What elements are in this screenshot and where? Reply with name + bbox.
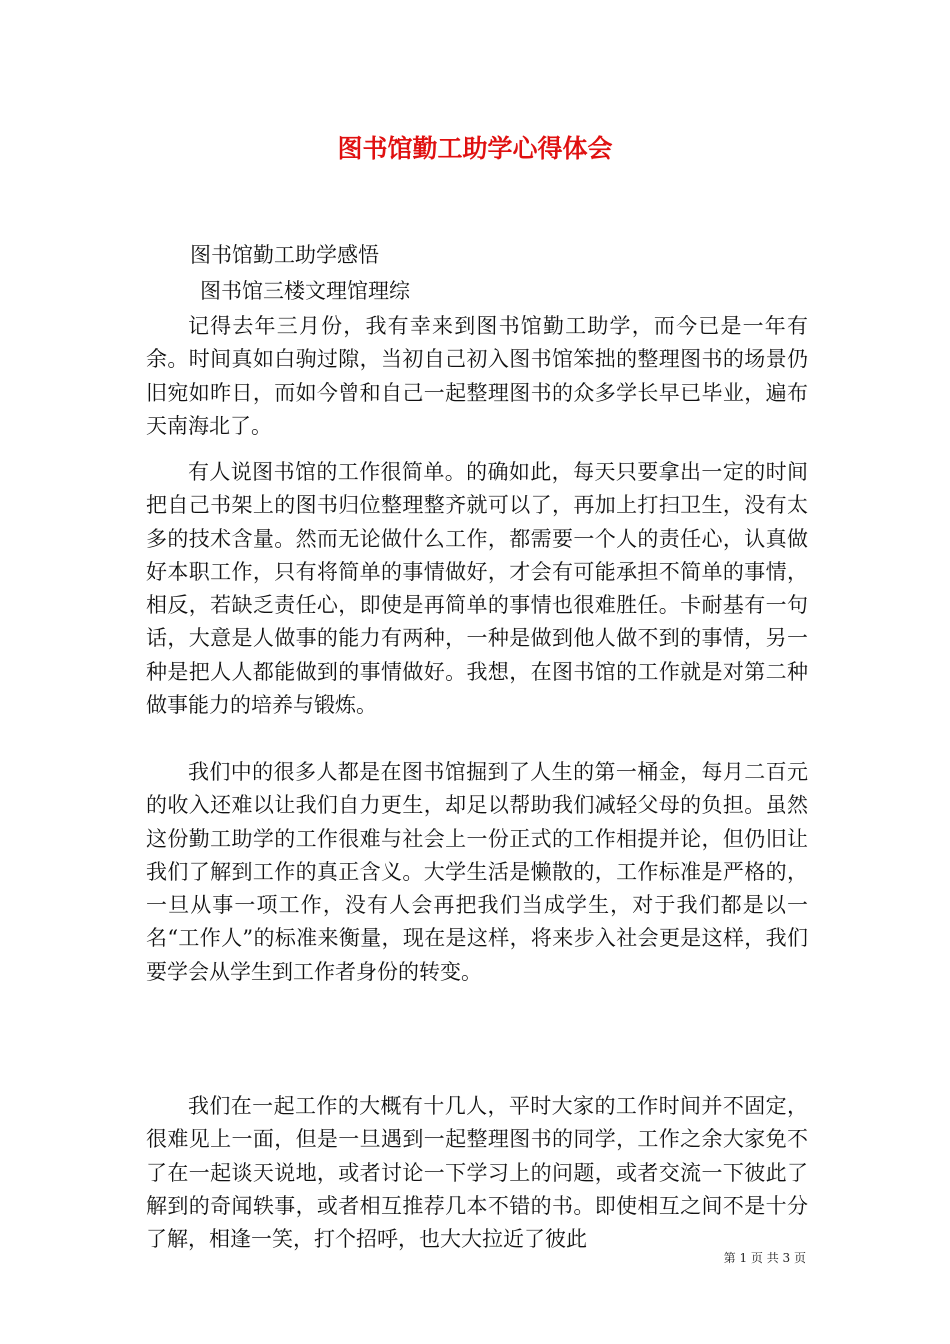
- document-title: 图书馆勤工助学心得体会: [337, 134, 613, 163]
- author-line: 图书馆三楼文理馆理综: [200, 279, 410, 303]
- body-paragraph-3: 我们中的很多人都是在图书馆掘到了人生的第一桶金，每月二百元的收入还难以让我们自力更生，却足以帮助我们减轻父母的负担。虽然这份勤工助学的工作很难与社会上一份正式的工作相提并论，但仍旧让我们了解到工作的真正含义。大学生活是懒散的，工作标准是严格的，一旦从事一项工作，没有人会再把我们当成学生，对于我们都是以一名“工作人”的标准来衡量，现在是这样，将来步入社会更是这样，我们要学会从学生到工作者身份的转变。: [146, 760, 808, 984]
- body-paragraph-1: 记得去年三月份，我有幸来到图书馆勤工助学，而今已是一年有余。时间真如白驹过隙，当初自己初入图书馆笨拙的整理图书的场景仍旧宛如昨日，而如今曾和自己一起整理图书的众多学长早已毕业，遍布天南海北了。: [146, 314, 808, 438]
- body-paragraph-4: 我们在一起工作的大概有十几人，平时大家的工作时间并不固定，很难见上一面，但是一旦遇到一起整理图书的同学，工作之余大家免不了在一起谈天说地，或者讨论一下学习上的问题，或者交流一下彼此了解到的奇闻轶事，或者相互推荐几本不错的书。即使相互之间不是十分了解，相逢一笑，打个招呼，也大大拉近了彼此: [146, 1094, 808, 1252]
- body-paragraph-2: 有人说图书馆的工作很简单。的确如此，每天只要拿出一定的时间把自己书架上的图书归位整理整齐就可以了，再加上打扫卫生，没有太多的技术含量。然而无论做什么工作，都需要一个人的责任心，认真做好本职工作，只有将简单的事情做好，才会有可能承担不简单的事情，相反，若缺乏责任心，即使是再简单的事情也很难胜任。卡耐基有一句话，大意是人做事的能力有两种，一种是做到他人做不到的事情，另一种是把人人都能做到的事情做好。我想，在图书馆的工作就是对第二种做事能力的培养与锻炼。: [146, 460, 808, 718]
- document-subtitle: 图书馆勤工助学感悟: [190, 243, 379, 267]
- page-footer: 第 1 页 共 3 页: [723, 1251, 806, 1265]
